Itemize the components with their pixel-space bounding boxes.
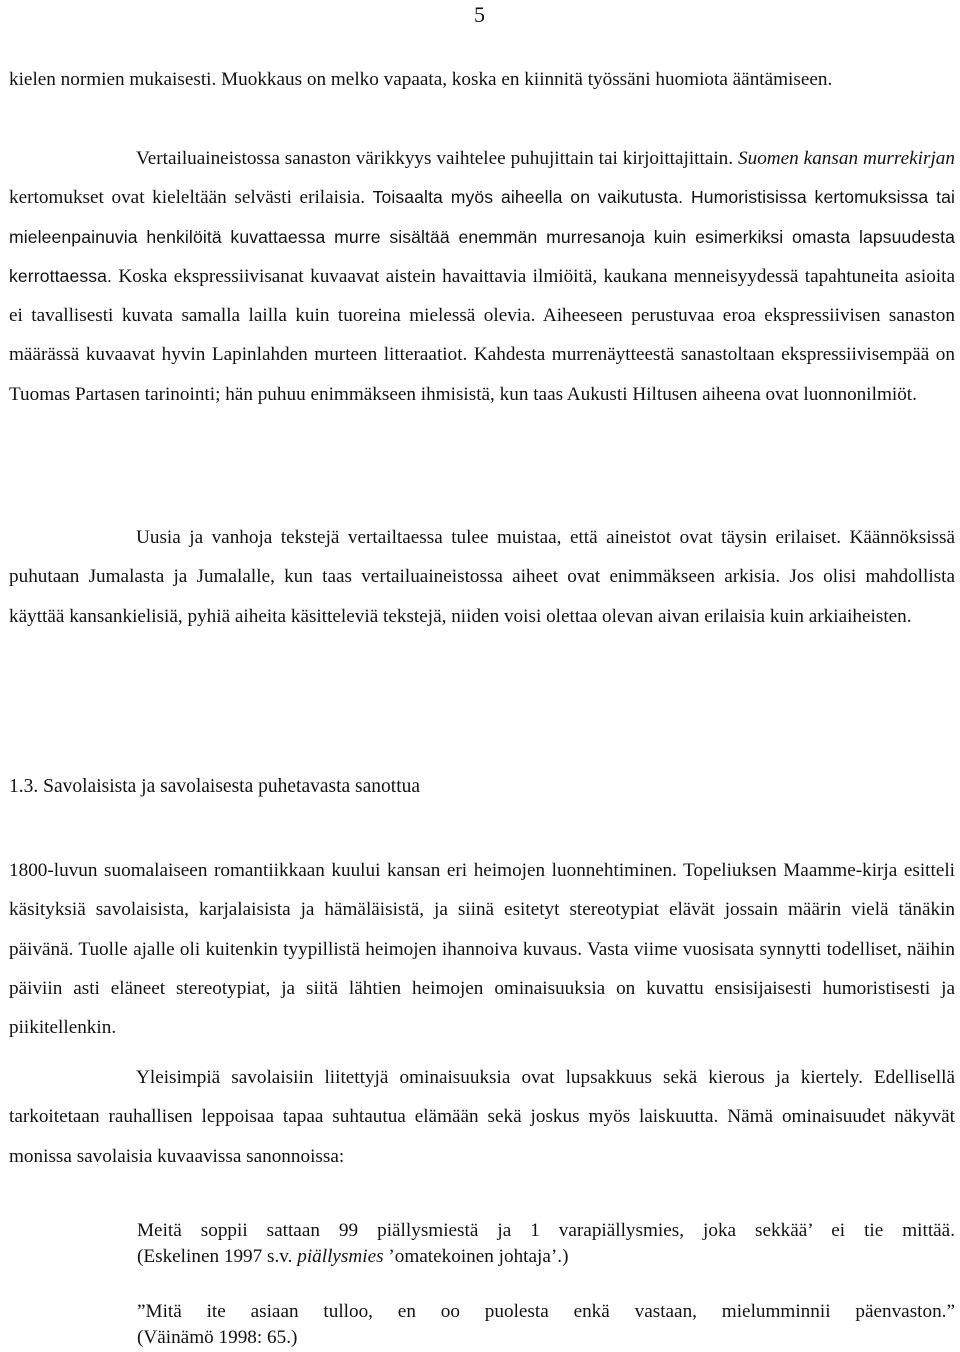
quote-1 xyxy=(137,1218,955,1270)
quote-1-source-a: (Eskelinen 1997 s.v. xyxy=(137,1246,298,1267)
paragraph-4 xyxy=(9,851,955,1047)
paragraph-3 xyxy=(9,518,955,636)
quote-2 xyxy=(137,1299,955,1351)
paragraph-5-text: Yleisimpiä savolaisiin liitettyjä ominaisuuksia ovat lupsakkuus sekä kierous ja kiertely. Edellisellä tarkoitetaan rauhallisen leppoisaa tapaa suhtautua elämään sekä joskus myös laiskuutta. Nämä ominaisuudet näkyvät monissa savolaisia kuvaavissa sanonnoissa: xyxy=(9,1067,955,1167)
paragraph-2 xyxy=(9,139,955,414)
paragraph-2-text-b: kertomukset ovat kieleltään selvästi erilaisia. xyxy=(9,187,366,209)
quote-2-text: ”Mitä ite asiaan tulloo, en oo puolesta enkä vastaan, mielumminnii päenvaston.” xyxy=(137,1301,955,1322)
paragraph-3-text: Uusia ja vanhoja tekstejä vertailtaessa tulee muistaa, että aineistot ovat täysin erilaiset. Käännöksissä puhutaan Jumalasta ja Jumalalle, kun taas vertailuaineistossa aiheet ovat enimmäkseen arkisia. Jos olisi mahdollista käyttää kansankielisiä, pyhiä aiheita käsitteleviä tekstejä, niiden voisi olettaa olevan aivan erilaisia kuin arkiaiheisten. xyxy=(9,527,955,627)
quote-1-text: Meitä soppii sattaan 99 piällysmiestä ja 1 varapiällysmies, joka sekkää’ ei tie mittää. xyxy=(137,1220,955,1241)
paragraph-2-text-a: Vertailuaineistossa sanaston värikkyys vaihtelee puhujittain tai kirjoittajittain. xyxy=(136,148,738,169)
paragraph-5 xyxy=(9,1058,955,1176)
paragraph-4-text: 1800-luvun suomalaiseen romantiikkaan kuului kansan eri heimojen luonnehtiminen. Topeliuksen Maamme-kirja esitteli käsityksiä savolaisista, karjalaisista ja hämäläisistä, ja siinä esitetyt stereotypiat elävät jossain määrin vielä tänäkin päivänä. Tuolle ajalle oli kuitenkin tyypillistä heimojen ihannoiva kuvaus. Vasta viime vuosisata synnytti todelliset, näihin päiviin asti eläneet stereotypiat, ja siitä lähtien heimojen ominaisuuksia on kuvattu ensisijaisesti humoristisesti ja piikitellenkin. xyxy=(9,860,955,1039)
page-number: 5 xyxy=(474,2,485,27)
paragraph-1 xyxy=(9,60,955,99)
paragraph-2-text-c: Koska ekspressiivisanat kuvaavat aistein havaittavia ilmiöitä, kaukana menneisyydessä tapahtuneita asioita ei tavallisesti kuvata samalla lailla kuin tuoreina mielessä olevia. Aiheeseen perustuvaa eroa ekspressiivisen sanaston määrässä kuvaavat hyvin Lapinlahden murteen litteraatiot. Kahdesta murrenäytteestä sanastoltaan ekspressiivisempää on Tuomas Partasen tarinointi; hän puhuu enimmäkseen ihmisistä, kun taas Aukusti Hiltusen aiheena ovat luonnonilmiöt. xyxy=(9,265,955,405)
quote-1-source-italic: piällysmies xyxy=(297,1246,384,1267)
quote-2-source: (Väinämö 1998: 65.) xyxy=(137,1327,298,1348)
book-title: Suomen kansan murrekirjan xyxy=(738,148,955,169)
section-heading: 1.3. Savolaisista ja savolaisesta puhetavasta sanottua xyxy=(9,776,421,797)
paragraph-1-text: kielen normien mukaisesti. Muokkaus on melko vapaata, koska en kiinnitä työssäni huomiota ääntämiseen. xyxy=(9,69,833,90)
paragraph-2-sans-text: Toisaalta myös aiheella on vaikutusta. Humoristisissa kertomuksissa tai mieleenpainuvia henkilöitä kuvattaessa murre sisältää enemmän murresanoja kuin esimerkiksi omasta lapsuudesta kerrottaessa. xyxy=(9,187,955,286)
quote-1-source-b: ’omatekoinen johtaja’.) xyxy=(383,1246,569,1267)
quote-1-source xyxy=(137,1244,955,1270)
